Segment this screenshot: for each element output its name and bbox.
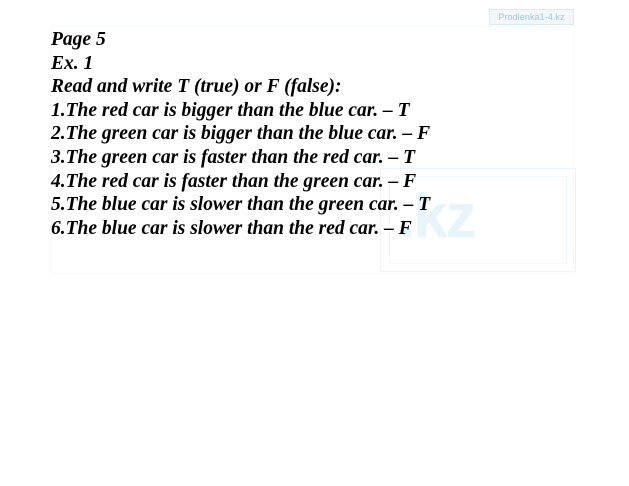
document-line: 2.The green car is bigger than the blue car. – F	[51, 123, 431, 145]
document-line: 4.The red car is faster than the green car. – F	[51, 170, 417, 192]
document-line: Read and write T (true) or F (false):	[51, 76, 342, 98]
document-line: Page 5	[51, 29, 106, 50]
document-line: 3.The green car is faster than the red car. – T	[51, 146, 415, 168]
document-line: 5.The blue car is slower than the green car. – T	[51, 194, 431, 216]
watermark-badge: Prodlenka1-4.kz	[489, 9, 574, 25]
watermark-big-text: .kz	[398, 182, 475, 251]
document-body	[51, 28, 591, 240]
document-line: Ex. 1	[51, 52, 94, 74]
document-line: 6.The blue car is slower than the red car. – F	[51, 217, 412, 239]
document-line: 1.The red car is bigger than the blue car. – T	[51, 99, 410, 121]
